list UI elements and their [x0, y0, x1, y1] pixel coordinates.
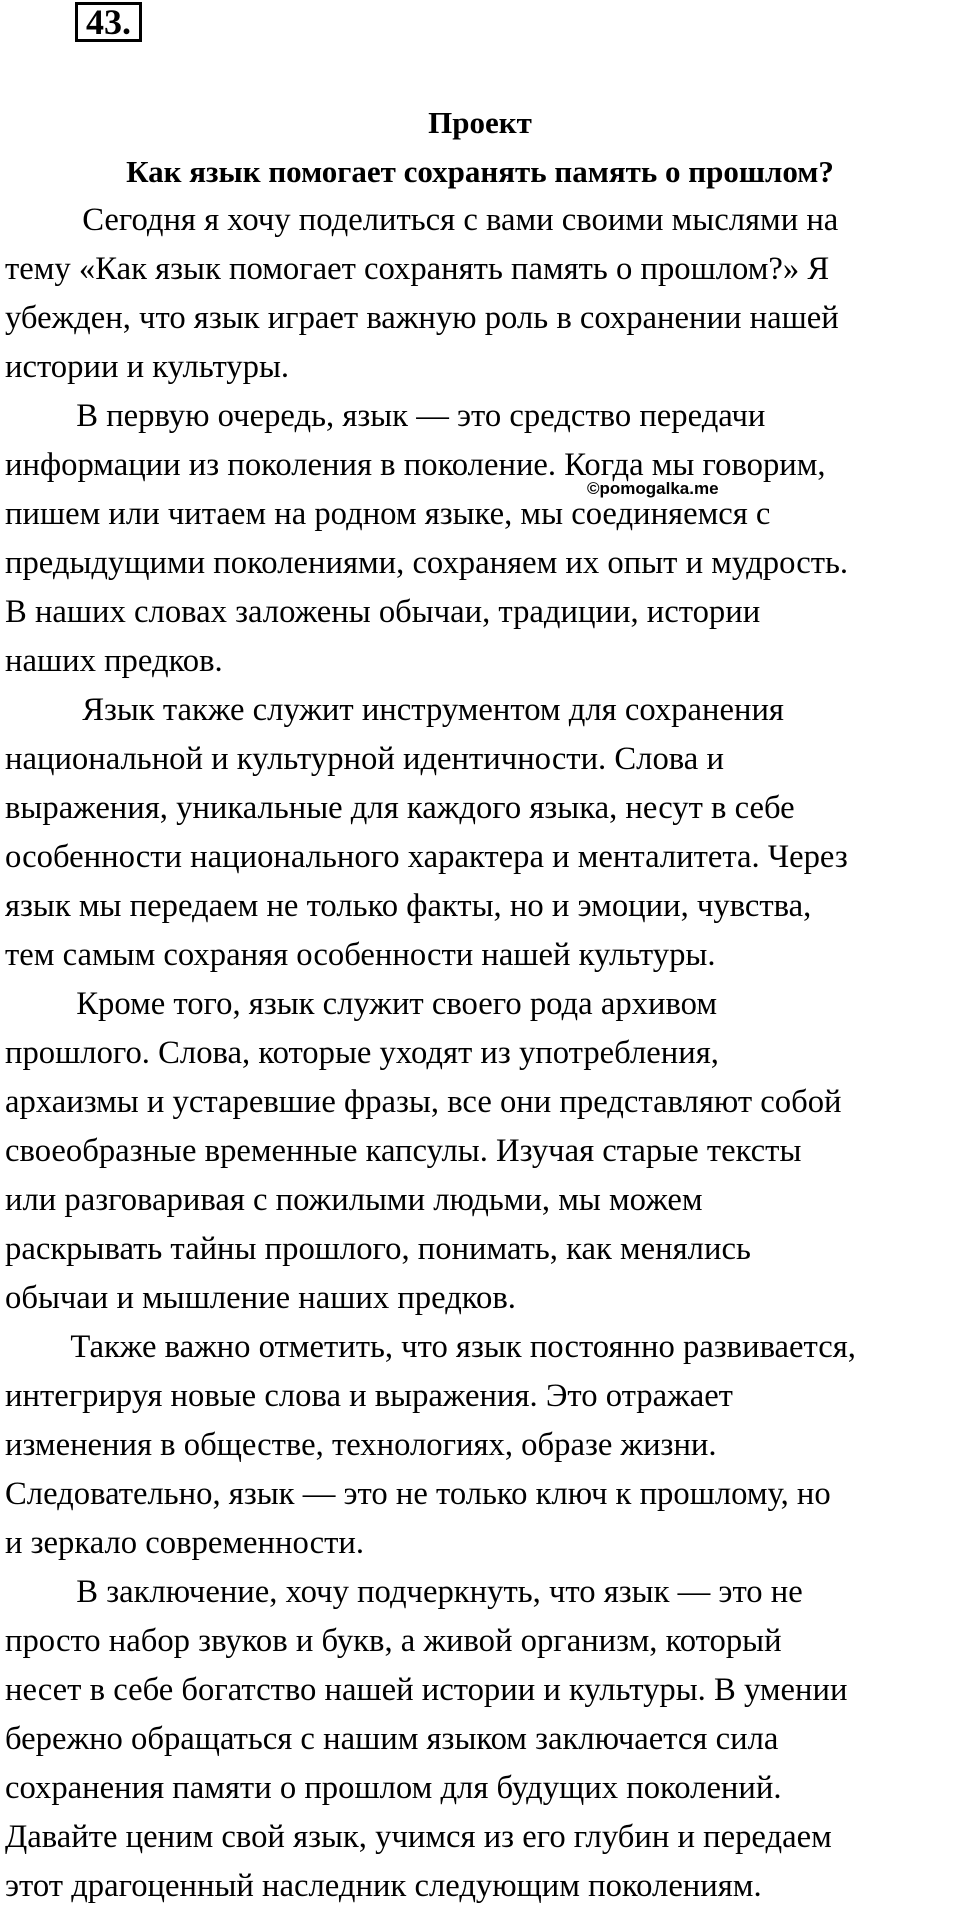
essay-line: особенности национального характера и менталитета. Через: [5, 839, 848, 875]
essay-line: информации из поколения в поколение. Когда мы говорим,: [5, 447, 826, 483]
essay-line: бережно обращаться с нашим языком заключается сила: [5, 1721, 779, 1757]
essay-line: раскрывать тайны прошлого, понимать, как менялись: [5, 1231, 751, 1267]
essay-line: Следовательно, язык — это не только ключ к прошлому, но: [5, 1476, 831, 1512]
essay-line: выражения, уникальные для каждого языка, несут в себе: [5, 790, 795, 826]
essay-line: убежден, что язык играет важную роль в сохранении нашей: [5, 300, 839, 336]
essay-line: национальной и культурной идентичности. Слова и: [5, 741, 724, 777]
essay-line: язык мы передаем не только факты, но и эмоции, чувства,: [5, 888, 812, 924]
essay-line: или разговаривая с пожилыми людьми, мы можем: [5, 1182, 703, 1218]
essay-line: Кроме того, язык служит своего рода архивом: [76, 986, 718, 1022]
essay-text: [5, 196, 960, 1911]
essay-line: несет в себе богатство нашей истории и культуры. В умении: [5, 1672, 848, 1708]
essay-line: и зеркало современности.: [5, 1525, 365, 1561]
essay-line: сохранения памяти о прошлом для будущих поколений.: [5, 1770, 782, 1806]
essay-line: наших предков.: [5, 643, 223, 679]
watermark: ©pomogalka.me: [587, 479, 719, 498]
essay-line: изменения в обществе, технологиях, образе жизни.: [5, 1427, 717, 1463]
task-number-badge: 43.: [75, 2, 142, 42]
essay-line: тему «Как язык помогает сохранять память о прошлом?» Я: [5, 251, 830, 287]
essay-line: В наших словах заложены обычаи, традиции, истории: [5, 594, 761, 630]
essay-line: прошлого. Слова, которые уходят из употребления,: [5, 1035, 719, 1071]
essay-line: обычаи и мышление наших предков.: [5, 1280, 516, 1316]
essay-line: архаизмы и устаревшие фразы, все они представляют собой: [5, 1084, 842, 1120]
essay-line: просто набор звуков и букв, а живой организм, который: [5, 1623, 782, 1659]
essay-line: этот драгоценный наследник следующим поколениям.: [5, 1868, 762, 1904]
essay-line: В заключение, хочу подчеркнуть, что язык — это не: [76, 1574, 803, 1610]
project-subtitle: Как язык помогает сохранять память о прошлом?: [126, 154, 834, 189]
essay-line: В первую очередь, язык — это средство передачи: [76, 398, 766, 434]
essay-line: Также важно отметить, что язык постоянно развивается,: [70, 1329, 856, 1365]
essay-line: Язык также служит инструментом для сохранения: [82, 692, 784, 728]
essay-line: истории и культуры.: [5, 349, 290, 385]
essay-line: тем самым сохраняя особенности нашей культуры.: [5, 937, 716, 973]
project-title: Проект: [428, 105, 532, 140]
essay-line: предыдущими поколениями, сохраняем их опыт и мудрость.: [5, 545, 849, 581]
essay-line: пишем или читаем на родном языке, мы соединяемся с: [5, 496, 771, 532]
essay-line: интегрируя новые слова и выражения. Это отражает: [5, 1378, 733, 1414]
essay-line: Сегодня я хочу поделиться с вами своими мыслями на: [82, 202, 839, 238]
essay-line: Давайте ценим свой язык, учимся из его глубин и передаем: [5, 1819, 832, 1855]
essay-line: своеобразные временные капсулы. Изучая старые тексты: [5, 1133, 802, 1169]
